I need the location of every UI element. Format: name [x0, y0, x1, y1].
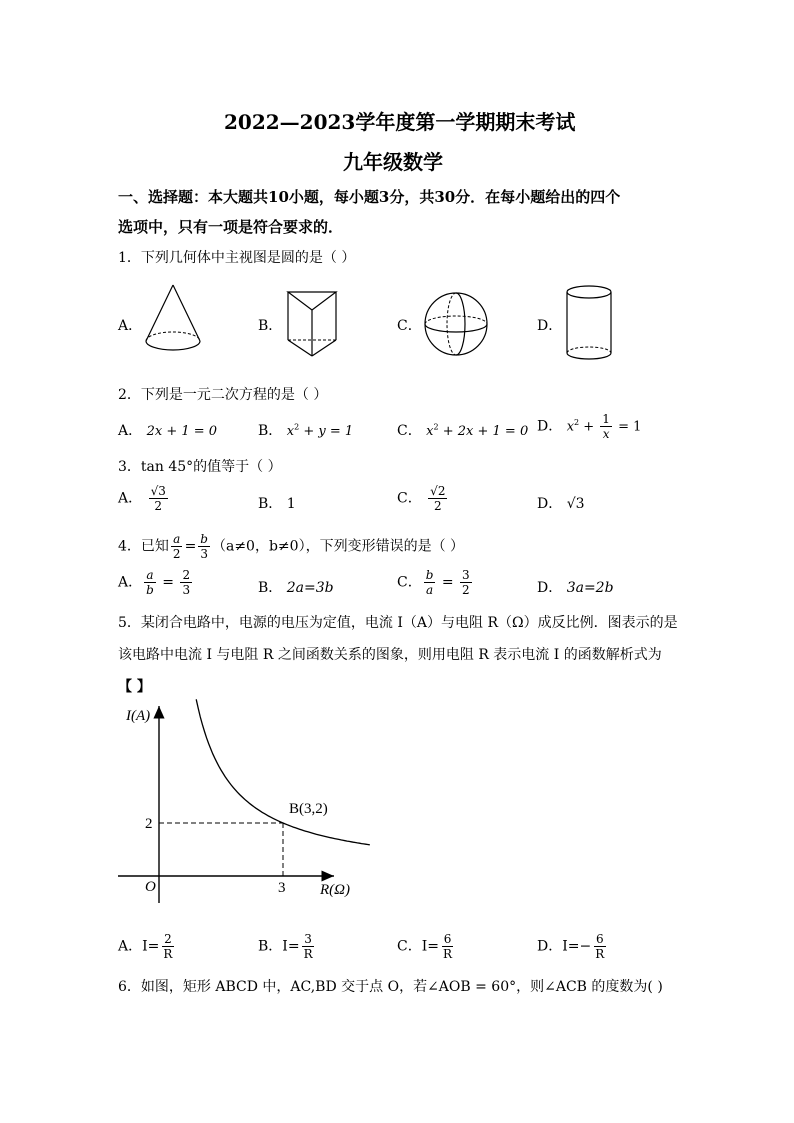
q4-option-c — [397, 568, 474, 597]
q2-option-d-fraction — [600, 412, 612, 441]
q4-cond-num1: a — [173, 532, 181, 546]
question-4-stem — [118, 532, 464, 561]
q3-option-a-den: 2 — [154, 499, 163, 513]
q5-option-b-pre: I= — [282, 938, 300, 955]
q4-option-a-frac1 — [144, 568, 156, 597]
q2-option-c-label: C． — [397, 423, 422, 439]
q2-option-c-exp: 2 — [433, 422, 439, 432]
q3-option-c-num: √2 — [430, 484, 446, 498]
q5-option-d-label: D． — [537, 938, 563, 955]
q3-option-c-den: 2 — [433, 499, 442, 513]
q2-option-c — [397, 420, 528, 440]
q4-option-b — [258, 577, 334, 597]
q5-option-c-fraction — [441, 932, 454, 961]
q5-option-b-label: B． — [258, 938, 283, 955]
q4-stem-pre: 4．已知 — [118, 538, 169, 555]
q2-option-c-rest: + 2x + 1 = 0 — [438, 424, 529, 439]
q5-option-c-pre: I= — [421, 938, 439, 955]
q2-option-d-num: 1 — [602, 412, 610, 426]
q4-option-b-label: B． — [258, 580, 283, 596]
q2-option-b-exp: 2 — [294, 422, 300, 432]
q4-option-a-eq: = — [157, 574, 179, 591]
q3-option-c — [397, 484, 449, 513]
q2-option-b-label: B． — [258, 423, 283, 439]
q2-option-a-expr: 2x + 1 = 0 — [146, 424, 218, 439]
graph-y-tick-label: 2 — [145, 816, 153, 832]
q5-option-a-label: A． — [118, 938, 143, 955]
q5-option-d-den: R — [595, 947, 605, 961]
section-heading-line1: 一、选择题：本大题共10小题，每小题3分，共30分．在每小题给出的四个 — [118, 188, 621, 206]
q5-option-a-num: 2 — [164, 932, 172, 946]
question-5-line1: 5．某闭合电路中，电源的电压为定值，电流 I（A）与电阻 R（Ω）成反比例．图表示的是 — [118, 615, 678, 631]
q4-option-a-den2: 3 — [182, 583, 191, 597]
q1-option-d-label: D． — [537, 318, 563, 334]
q4-option-c-den1: a — [425, 583, 434, 597]
q5-option-b-den: R — [303, 947, 313, 961]
q3-option-c-label: C． — [397, 490, 422, 507]
q4-option-a-label: A． — [118, 574, 143, 591]
inverse-proportion-graph — [112, 698, 372, 908]
q5-option-d — [537, 932, 608, 961]
question-6-stem: 6．如图，矩形 ABCD 中，AC,BD 交于点 O，若∠AOB = 60°，则∠ACB 的度数为( ) — [118, 979, 663, 995]
q4-option-c-frac2 — [460, 568, 472, 597]
q3-option-b-label: B． — [258, 496, 283, 512]
q4-cond-eq: = — [184, 538, 197, 555]
q2-option-a-label: A． — [118, 423, 143, 439]
q4-option-c-frac1 — [424, 568, 436, 597]
q2-option-d — [537, 412, 641, 441]
cone-icon — [140, 282, 206, 356]
graph-x-axis-label: R(Ω) — [320, 882, 350, 898]
section-heading-line2: 选项中，只有一项是符合要求的． — [118, 218, 344, 236]
q5-option-c — [397, 932, 456, 961]
q4-cond-den1: 2 — [172, 547, 181, 561]
q4-cond-num2: b — [200, 532, 208, 546]
q3-option-d — [537, 493, 585, 513]
q3-option-b — [258, 493, 296, 513]
q5-option-c-den: R — [442, 947, 453, 961]
q4-cond-fraction-1 — [171, 532, 183, 561]
q2-option-d-base: x — [566, 419, 575, 435]
question-5-bracket: 【 】 — [118, 679, 151, 695]
q2-option-b-base: x — [286, 424, 295, 439]
q3-option-d-label: D． — [537, 496, 563, 512]
q4-option-a-frac2 — [180, 568, 192, 597]
q3-option-a-fraction — [149, 484, 168, 513]
question-2-stem: 2．下列是一元二次方程的是（ ） — [118, 387, 328, 403]
q2-option-d-plus: + — [579, 419, 599, 435]
graph-y-axis-label: I(A) — [126, 708, 151, 724]
q4-stem-post: （a≠0，b≠0），下列变形错误的是（ ） — [211, 538, 465, 555]
q3-option-a-label: A． — [118, 490, 143, 507]
q4-option-a — [118, 568, 194, 597]
q5-option-b-num: 3 — [304, 932, 312, 946]
q5-option-d-pre: I=− — [562, 938, 592, 955]
q5-option-c-label: C． — [397, 938, 422, 955]
exam-title: 2022—2023学年度第一学期期末考试 — [224, 110, 576, 134]
q5-option-a — [118, 932, 176, 961]
graph-point-label: B(3,2) — [289, 801, 328, 817]
question-5-line2: 该电路中电流 I 与电阻 R 之间函数关系的图象，则用电阻 R 表示电流 I 的函数解析式为 — [118, 647, 662, 663]
cylinder-icon — [563, 283, 615, 365]
q5-option-a-den: R — [163, 947, 173, 961]
q5-option-d-num: 6 — [595, 932, 604, 946]
q4-option-c-num1: b — [425, 568, 434, 582]
q2-option-d-exp: 2 — [574, 417, 580, 427]
q3-option-d-value: √3 — [566, 496, 585, 512]
question-1-stem: 1．下列几何体中主视图是圆的是（ ） — [118, 250, 356, 266]
q4-cond-den2: 3 — [200, 547, 208, 561]
q5-option-c-num: 6 — [443, 932, 452, 946]
q2-option-d-den: x — [602, 427, 610, 441]
q2-option-d-rest: = 1 — [613, 419, 642, 435]
q4-option-c-eq: = — [437, 574, 459, 591]
q4-option-d — [537, 577, 614, 597]
q3-option-a-num: √3 — [150, 484, 166, 498]
q4-cond-fraction-2 — [198, 532, 210, 561]
q4-option-a-num2: 2 — [182, 568, 191, 582]
q4-option-a-num1: a — [146, 568, 154, 582]
sphere-icon — [422, 290, 490, 358]
q3-option-a — [118, 484, 170, 513]
q4-option-a-den1: b — [146, 583, 154, 597]
q2-option-c-base: x — [426, 424, 434, 439]
graph-origin-label: O — [145, 879, 156, 895]
q5-option-b — [258, 932, 317, 961]
q5-option-a-pre: I= — [142, 938, 160, 955]
q1-option-b-label: B． — [258, 318, 283, 334]
q5-option-d-fraction — [593, 932, 606, 961]
q4-option-b-value: 2a=3b — [286, 580, 334, 596]
q5-option-a-fraction — [161, 932, 174, 961]
question-3-stem: 3．tan 45°的值等于（ ） — [118, 459, 282, 475]
q3-option-c-fraction — [428, 484, 447, 513]
q2-option-b — [258, 420, 353, 440]
q4-option-c-num2: 3 — [462, 568, 470, 582]
q4-option-d-value: 3a=2b — [566, 580, 614, 596]
q5-option-b-fraction — [302, 932, 315, 961]
q4-option-c-den2: 2 — [462, 583, 470, 597]
exam-subtitle: 九年级数学 — [343, 150, 443, 174]
triangular-prism-icon — [284, 288, 340, 360]
q4-option-d-label: D． — [537, 580, 563, 596]
q2-option-d-label: D． — [537, 418, 563, 435]
q1-option-a-label: A． — [118, 318, 143, 334]
q2-option-b-rest: + y = 1 — [299, 424, 354, 439]
q2-option-a — [118, 420, 217, 440]
graph-x-tick-label: 3 — [278, 880, 286, 896]
q3-option-b-value: 1 — [286, 496, 296, 512]
q4-option-c-label: C． — [397, 574, 422, 591]
q1-option-c-label: C． — [397, 318, 422, 334]
